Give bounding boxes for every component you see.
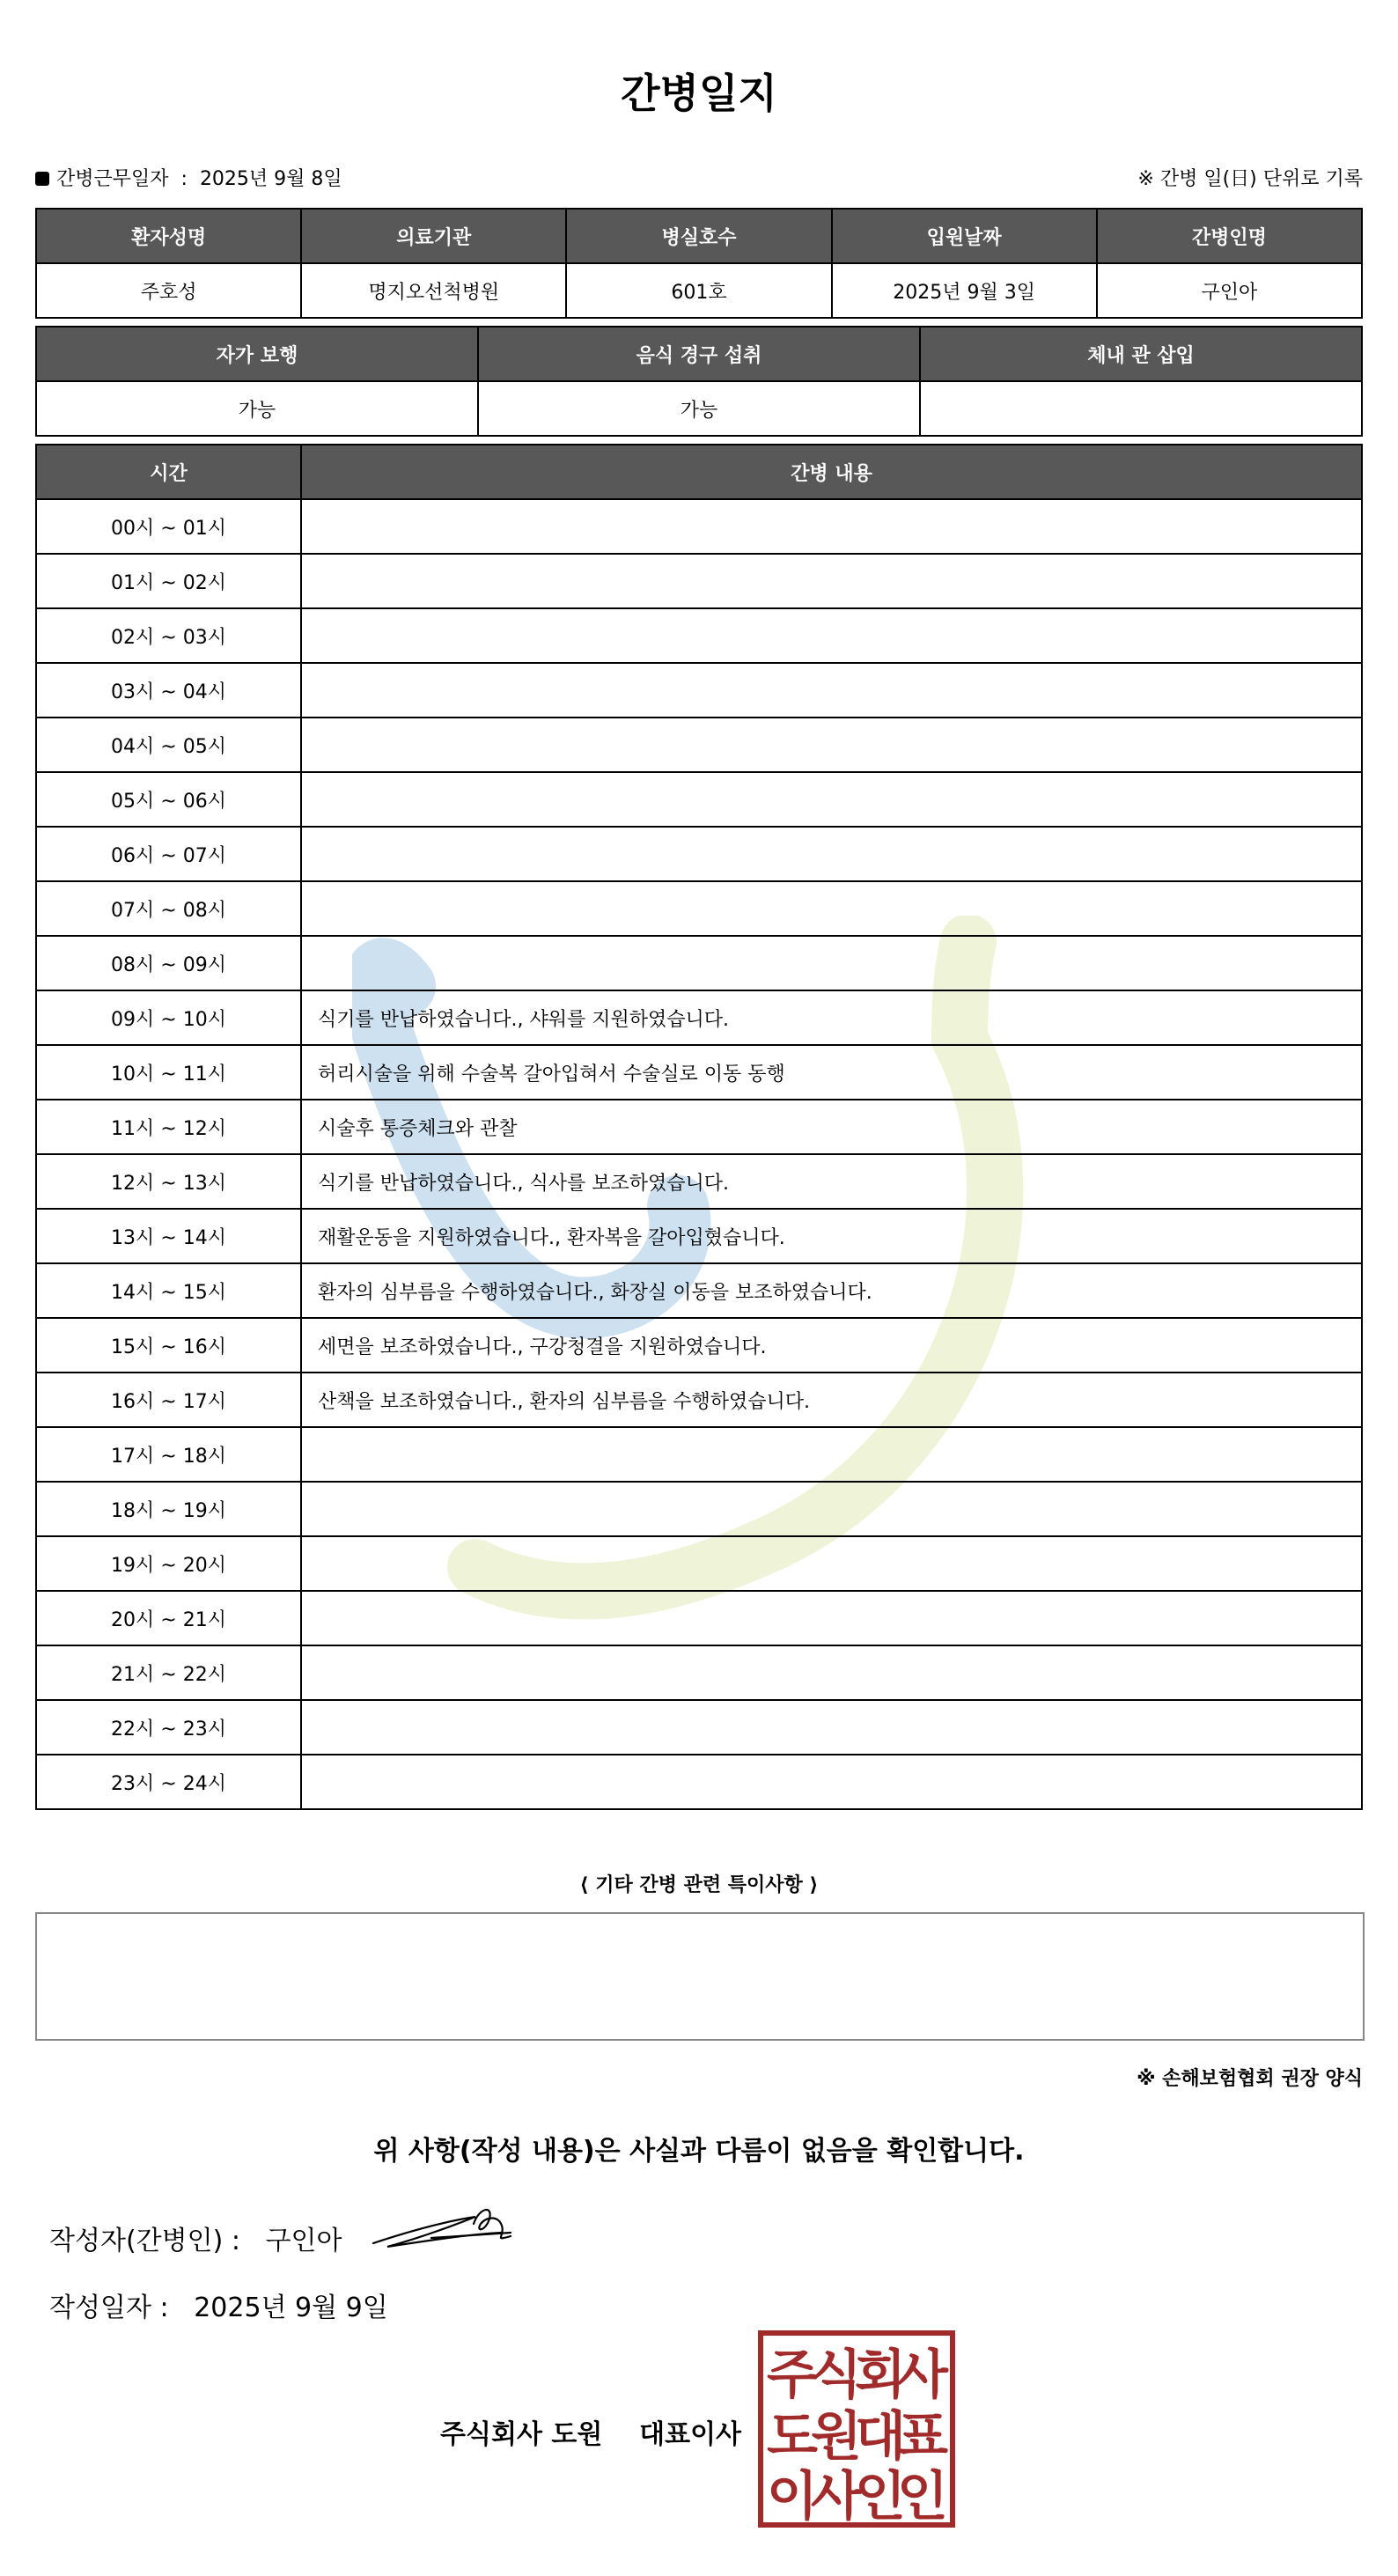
header-hospital: 의료기관 xyxy=(301,209,566,263)
table-row xyxy=(36,1536,1362,1591)
company-name: 주식회사 도원 xyxy=(440,2419,603,2450)
table-row xyxy=(36,499,1362,554)
oral-intake-status: 가능 xyxy=(478,381,920,436)
care-content: 세면을 보조하였습니다., 구강청결을 지원하였습니다. xyxy=(301,1318,1362,1373)
association-note: ※ 손해보험협회 권장 양식 xyxy=(1137,2068,1363,2090)
time-slot: 11시 ~ 12시 xyxy=(36,1100,301,1154)
table-row xyxy=(36,1373,1362,1427)
care-content: 식기를 반납하였습니다., 식사를 보조하였습니다. xyxy=(301,1154,1362,1209)
care-content xyxy=(301,936,1362,990)
time-slot: 14시 ~ 15시 xyxy=(36,1263,301,1318)
table-row xyxy=(36,1263,1362,1318)
table-row xyxy=(36,1591,1362,1645)
write-date-label: 작성일자 : xyxy=(49,2293,169,2323)
time-slot: 16시 ~ 17시 xyxy=(36,1373,301,1427)
hospital-name: 명지오선척병원 xyxy=(301,263,566,318)
table-row xyxy=(36,1045,1362,1100)
care-content xyxy=(301,608,1362,663)
care-content xyxy=(301,554,1362,608)
header-patient-name: 환자성명 xyxy=(36,209,301,263)
time-slot: 01시 ~ 02시 xyxy=(36,554,301,608)
care-content xyxy=(301,1645,1362,1700)
company-line xyxy=(440,2412,741,2451)
time-slot: 22시 ~ 23시 xyxy=(36,1700,301,1755)
bullet-square-icon xyxy=(35,172,49,186)
admission-date: 2025년 9월 3일 xyxy=(832,263,1097,318)
write-date-line xyxy=(49,2285,388,2324)
time-slot: 18시 ~ 19시 xyxy=(36,1482,301,1536)
seal-character: 도 xyxy=(767,2406,818,2468)
care-content xyxy=(301,772,1362,827)
work-date-sep: : xyxy=(180,168,188,190)
care-content xyxy=(301,881,1362,936)
care-content: 허리시술을 위해 수술복 갈아입혀서 수술실로 이동 동행 xyxy=(301,1045,1362,1100)
seal-character: 인 xyxy=(897,2466,948,2528)
care-content xyxy=(301,1482,1362,1536)
time-slot: 13시 ~ 14시 xyxy=(36,1209,301,1263)
seal-character: 표 xyxy=(897,2406,948,2468)
time-slot: 12시 ~ 13시 xyxy=(36,1154,301,1209)
time-slot: 10시 ~ 11시 xyxy=(36,1045,301,1100)
time-slot: 03시 ~ 04시 xyxy=(36,663,301,718)
seal-character: 사 xyxy=(811,2466,862,2528)
table-row xyxy=(36,772,1362,827)
seal-character: 사 xyxy=(897,2344,948,2406)
care-content: 산책을 보조하였습니다., 환자의 심부름을 수행하였습니다. xyxy=(301,1373,1362,1427)
care-content xyxy=(301,1427,1362,1482)
seal-character: 원 xyxy=(811,2406,862,2468)
care-content xyxy=(301,1700,1362,1755)
care-content xyxy=(301,499,1362,554)
table-row xyxy=(36,608,1362,663)
seal-character: 대 xyxy=(855,2406,906,2468)
seal-character: 회 xyxy=(855,2344,906,2406)
time-slot: 17시 ~ 18시 xyxy=(36,1427,301,1482)
time-slot: 09시 ~ 10시 xyxy=(36,990,301,1045)
time-slot: 20시 ~ 21시 xyxy=(36,1591,301,1645)
care-content xyxy=(301,718,1362,772)
table-row xyxy=(36,1700,1362,1755)
header-caregiver: 간병인명 xyxy=(1097,209,1362,263)
table-row xyxy=(36,990,1362,1045)
table-row xyxy=(36,663,1362,718)
table-row xyxy=(36,1645,1362,1700)
table-row xyxy=(36,1100,1362,1154)
header-room: 병실호수 xyxy=(566,209,831,263)
tube-status xyxy=(920,381,1362,436)
time-slot: 02시 ~ 03시 xyxy=(36,608,301,663)
header-walking: 자가 보행 xyxy=(36,327,478,381)
seal-character: 식 xyxy=(811,2344,862,2406)
time-slot: 21시 ~ 22시 xyxy=(36,1645,301,1700)
care-content xyxy=(301,827,1362,881)
table-row xyxy=(36,1318,1362,1373)
table-row xyxy=(36,881,1362,936)
seal-character: 인 xyxy=(855,2466,906,2528)
special-notes-box xyxy=(35,1912,1365,2041)
company-seal-stamp xyxy=(757,2329,956,2528)
table-row xyxy=(36,718,1362,772)
room-number: 601호 xyxy=(566,263,831,318)
header-care-content: 간병 내용 xyxy=(301,445,1362,499)
table-row xyxy=(36,554,1362,608)
time-slot: 05시 ~ 06시 xyxy=(36,772,301,827)
work-date-label: 간병근무일자 xyxy=(56,168,169,190)
table-row xyxy=(36,1209,1362,1263)
header-oral-intake: 음식 경구 섭취 xyxy=(478,327,920,381)
time-slot: 19시 ~ 20시 xyxy=(36,1536,301,1591)
time-slot: 06시 ~ 07시 xyxy=(36,827,301,881)
table-row xyxy=(36,1154,1362,1209)
table-row xyxy=(36,1427,1362,1482)
write-date-value: 2025년 9월 9일 xyxy=(194,2293,388,2323)
caregiver-name: 구인아 xyxy=(1097,263,1362,318)
patient-status-table xyxy=(35,326,1363,437)
time-slot: 00시 ~ 01시 xyxy=(36,499,301,554)
header-time: 시간 xyxy=(36,445,301,499)
care-content: 환자의 심부름을 수행하였습니다., 화장실 이동을 보조하였습니다. xyxy=(301,1263,1362,1318)
writer-name: 구인아 xyxy=(265,2226,342,2256)
care-content xyxy=(301,1591,1362,1645)
work-date xyxy=(35,164,342,191)
time-slot: 08시 ~ 09시 xyxy=(36,936,301,990)
seal-character: 이 xyxy=(767,2466,818,2528)
time-slot: 04시 ~ 05시 xyxy=(36,718,301,772)
company-title: 대표이사 xyxy=(639,2419,742,2450)
special-notes-label: ⟨ 기타 간병 관련 특이사항 ⟩ xyxy=(579,1874,819,1896)
header-admission-date: 입원날짜 xyxy=(832,209,1097,263)
care-content xyxy=(301,1536,1362,1591)
care-content: 재활운동을 지원하였습니다., 환자복을 갈아입혔습니다. xyxy=(301,1209,1362,1263)
care-content xyxy=(301,1755,1362,1809)
care-content xyxy=(301,663,1362,718)
time-slot: 23시 ~ 24시 xyxy=(36,1755,301,1809)
time-slot: 15시 ~ 16시 xyxy=(36,1318,301,1373)
work-date-value: 2025년 9월 8일 xyxy=(199,168,342,190)
table-row xyxy=(36,1482,1362,1536)
patient-info-table xyxy=(35,208,1363,319)
seal-character: 주 xyxy=(767,2344,818,2406)
header-tube: 체내 관 삽입 xyxy=(920,327,1362,381)
table-row xyxy=(36,827,1362,881)
writer-line xyxy=(49,2219,342,2257)
care-content: 식기를 반납하였습니다., 샤워를 지원하였습니다. xyxy=(301,990,1362,1045)
document-title: 간병일지 xyxy=(621,70,777,117)
signature-image xyxy=(370,2197,528,2259)
hourly-care-table xyxy=(35,444,1363,1810)
daily-record-note: ※ 간병 일(日) 단위로 기록 xyxy=(1137,168,1363,190)
care-content: 시술후 통증체크와 관찰 xyxy=(301,1100,1362,1154)
table-row xyxy=(36,936,1362,990)
confirmation-statement: 위 사항(작성 내용)은 사실과 다름이 없음을 확인합니다. xyxy=(373,2136,1025,2167)
table-row xyxy=(36,1755,1362,1809)
patient-name: 주호성 xyxy=(36,263,301,318)
writer-label: 작성자(간병인) : xyxy=(49,2226,240,2256)
walking-status: 가능 xyxy=(36,381,478,436)
time-slot: 07시 ~ 08시 xyxy=(36,881,301,936)
